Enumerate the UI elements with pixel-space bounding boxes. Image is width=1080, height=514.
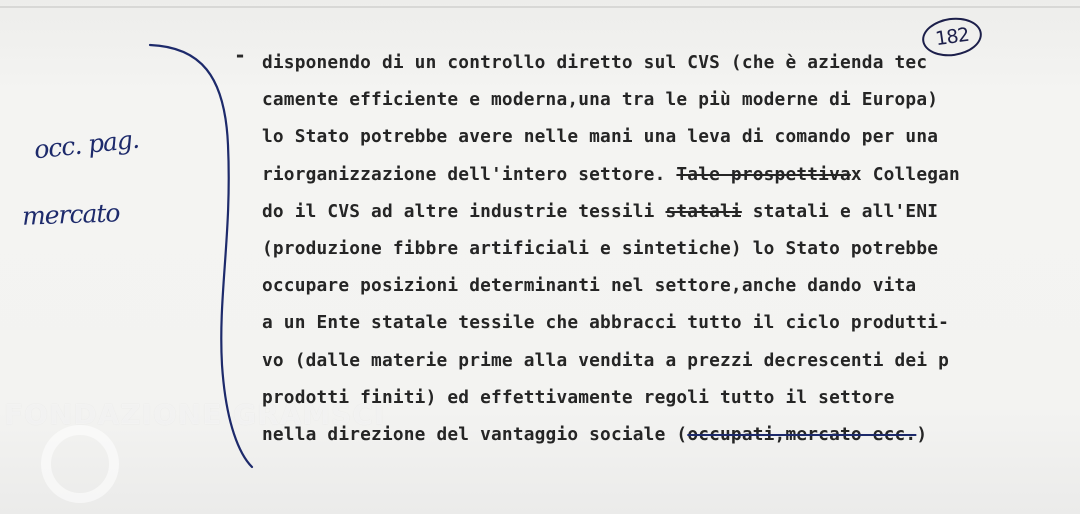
margin-note-1: occ. pag. [32, 124, 141, 165]
line-text: prodotti finiti) ed effettivamente regoli tutto il settore [262, 386, 895, 408]
line-text: occupare posizioni determinanti nel settore,anche dando vita [262, 275, 917, 297]
text-line [262, 304, 1077, 341]
line-text: riorganizzazione dell'intero settore. [262, 163, 677, 185]
line-text: x Collegan [850, 163, 960, 185]
line-text: (produzione fibbre artificiali e sintetiche) lo Stato potrebbe [262, 237, 939, 259]
margin-note-2: mercato [21, 198, 120, 231]
line-text: nella direzione del vantaggio sociale ( [262, 423, 688, 445]
text-line [262, 416, 1077, 453]
text-line [262, 267, 1077, 304]
line-text: vo (dalle materie prime alla vendita a prezzi decrescenti dei p [262, 349, 950, 371]
struck-text: Tale prospettiva [676, 163, 851, 185]
text-line [262, 379, 1077, 416]
text-line [262, 156, 1077, 193]
paper-fold [0, 6, 1080, 8]
line-text: a un Ente statale tessile che abbracci tutto il ciclo produtti- [262, 312, 950, 334]
line-text: ) [916, 423, 928, 445]
line-text: camente efficiente e moderna,una tra le più moderne di Europa) [262, 89, 939, 111]
text-line [262, 342, 1077, 379]
line-text: lo Stato potrebbe avere nelle mani una leva di comando per una [262, 126, 939, 148]
watermark-text: FONDAZIONE GRAMSCI [4, 398, 386, 431]
line-text: statali e all'ENI [741, 200, 939, 222]
struck-text: statali [665, 200, 742, 222]
text-line [262, 44, 1077, 81]
text-line [262, 193, 1077, 230]
typed-paragraph [262, 44, 1077, 453]
text-line [262, 118, 1077, 155]
struck-text: occupati,mercato ecc. [687, 423, 917, 445]
text-line [262, 230, 1077, 267]
line-text: disponendo di un controllo diretto sul CVS (che è azienda tec [262, 52, 928, 73]
bullet-dash: - [234, 43, 247, 67]
page-number: 182 [920, 14, 985, 60]
line-text: do il CVS ad altre industrie tessili [262, 200, 666, 222]
text-line [262, 81, 1077, 118]
margin-brace-icon [140, 35, 260, 475]
